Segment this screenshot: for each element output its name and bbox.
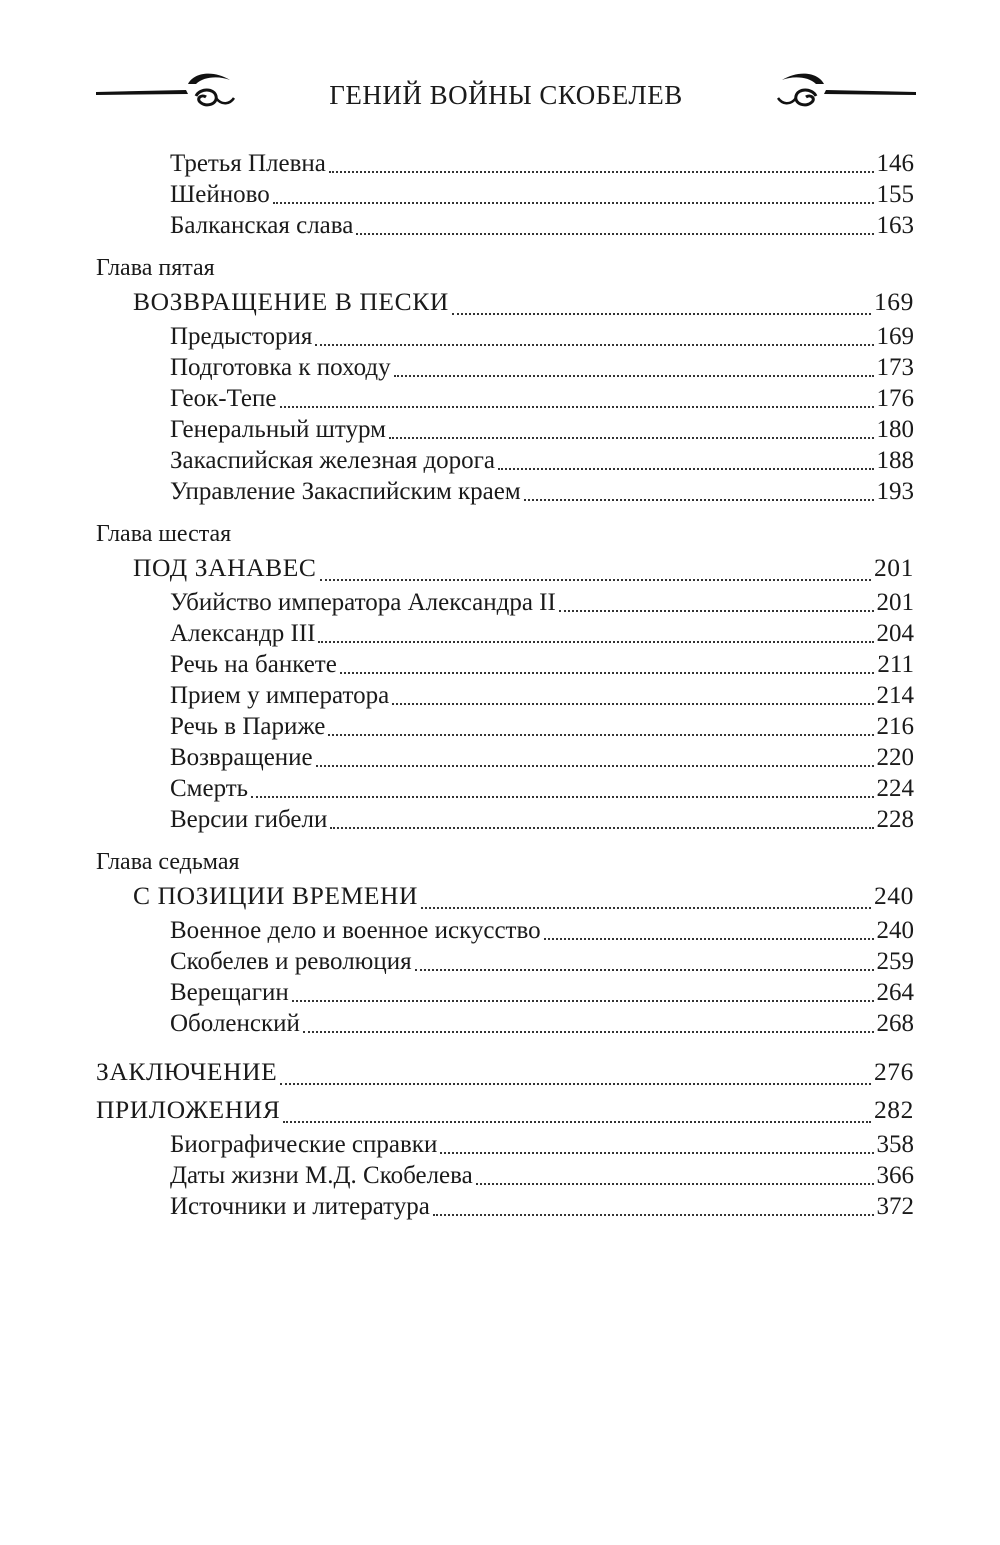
toc-entry-title: Геок-Тепе — [170, 385, 277, 412]
toc-entry[interactable] — [96, 649, 914, 680]
toc-entry-page: 268 — [876, 1010, 914, 1037]
toc-entry[interactable] — [96, 618, 914, 649]
toc-entry[interactable] — [96, 383, 914, 414]
toc-entry-title: Прием у императора — [170, 682, 390, 709]
toc-entry[interactable] — [96, 1191, 914, 1222]
toc-entry-title: Верещагин — [170, 979, 289, 1006]
page-header-title: ГЕНИЙ ВОЙНЫ СКОБЕЛЕВ — [329, 80, 683, 110]
dot-leader — [251, 796, 873, 798]
toc-entry-page: 163 — [876, 212, 914, 239]
toc-entry[interactable] — [96, 476, 914, 507]
toc-entry-title: Возвращение — [170, 744, 313, 771]
dot-leader — [330, 827, 873, 829]
toc-entry-page: 358 — [876, 1131, 914, 1158]
toc-entry-page: 169 — [873, 287, 914, 316]
toc-entry[interactable] — [96, 915, 914, 946]
dot-leader — [273, 202, 874, 204]
dot-leader — [440, 1152, 873, 1154]
toc-entry-title: Закаспийская железная дорога — [170, 447, 496, 474]
dot-leader — [415, 969, 874, 971]
dot-leader — [544, 938, 874, 940]
toc-entry-page: 220 — [876, 744, 914, 771]
toc-entry-page: 216 — [876, 713, 914, 740]
dot-leader — [498, 468, 873, 470]
section-title: ПРИЛОЖЕНИЯ — [96, 1095, 281, 1124]
dot-leader — [394, 375, 874, 377]
dot-leader — [433, 1214, 874, 1216]
toc-entry[interactable] — [96, 946, 914, 977]
toc-entry-page: 155 — [876, 181, 914, 208]
chapter-label: Глава шестая — [96, 521, 232, 547]
toc-entry-title: Александр III — [170, 620, 316, 647]
chapter-title: ВОЗВРАЩЕНИЕ В ПЕСКИ — [133, 287, 449, 316]
toc-entry[interactable] — [96, 977, 914, 1008]
toc-entry[interactable] — [96, 352, 914, 383]
toc-entry-title: Источники и литература — [170, 1193, 430, 1220]
dot-leader — [392, 703, 873, 705]
toc-entry-title: Даты жизни М.Д. Скобелева — [170, 1162, 473, 1189]
toc-entry-page: 193 — [876, 478, 914, 505]
toc-entry-title: Биографические справки — [170, 1131, 438, 1158]
toc-entry-title: Смерть — [170, 775, 249, 802]
dot-leader — [421, 907, 871, 909]
toc-entry-page: 372 — [876, 1193, 914, 1220]
toc-entry-page: 201 — [873, 553, 914, 582]
toc-entry[interactable] — [96, 321, 914, 352]
dot-leader — [318, 641, 873, 643]
toc-entry-title: Предыстория — [170, 323, 313, 350]
dot-leader — [356, 233, 873, 235]
dot-leader — [524, 499, 874, 501]
dot-leader — [329, 171, 874, 173]
dot-leader — [559, 610, 874, 612]
toc-entry[interactable] — [96, 1129, 914, 1160]
scroll-ornament-icon — [776, 66, 916, 116]
toc-entry-title: Убийство императора Александра II — [170, 589, 556, 616]
toc-entry-page: 240 — [876, 917, 914, 944]
dot-leader — [389, 437, 874, 439]
toc-entry[interactable] — [96, 742, 914, 773]
toc-chapter-entry[interactable] — [96, 877, 914, 915]
dot-leader — [280, 1083, 871, 1085]
toc-entry[interactable] — [96, 680, 914, 711]
toc-entry-title: Версии гибели — [170, 806, 328, 833]
toc-entry-page: 282 — [873, 1095, 914, 1124]
chapter-title: ПОД ЗАНАВЕС — [133, 553, 317, 582]
toc-entry-page: 188 — [876, 447, 914, 474]
toc-section-entry[interactable] — [96, 1091, 914, 1129]
section-title: ЗАКЛЮЧЕНИЕ — [96, 1057, 278, 1086]
toc-entry[interactable] — [96, 179, 914, 210]
dot-leader — [303, 1031, 874, 1033]
toc-entry-title: Третья Плевна — [170, 150, 326, 177]
toc-entry-page: 276 — [873, 1057, 914, 1086]
toc-entry-page: 211 — [877, 651, 914, 678]
toc-entry[interactable] — [96, 210, 914, 241]
toc-entry-title: Генеральный штурм — [170, 416, 386, 443]
chapter-title: С ПОЗИЦИИ ВРЕМЕНИ — [133, 881, 419, 910]
toc-entry-page: 259 — [876, 948, 914, 975]
dot-leader — [452, 313, 871, 315]
dot-leader — [292, 1000, 874, 1002]
dot-leader — [476, 1183, 874, 1185]
toc-entry-page: 169 — [876, 323, 914, 350]
toc-entry-title: Военное дело и военное искусство — [170, 917, 541, 944]
dot-leader — [316, 765, 874, 767]
toc-entry-title: Подготовка к походу — [170, 354, 391, 381]
toc-entry-title: Речь в Париже — [170, 713, 326, 740]
toc-entry-page: 214 — [876, 682, 914, 709]
toc-entry-page: 366 — [876, 1162, 914, 1189]
toc-entry[interactable] — [96, 1160, 914, 1191]
toc-entry[interactable] — [96, 773, 914, 804]
toc-chapter-entry[interactable] — [96, 549, 914, 587]
toc-entry[interactable] — [96, 148, 914, 179]
dot-leader — [283, 1121, 871, 1123]
toc-entry-page: 224 — [876, 775, 914, 802]
toc-entry[interactable] — [96, 804, 914, 835]
toc-entry[interactable] — [96, 445, 914, 476]
toc-entry-page: 180 — [876, 416, 914, 443]
toc-entry-page: 204 — [876, 620, 914, 647]
toc-entry-page: 228 — [876, 806, 914, 833]
toc-entry-title: Скобелев и революция — [170, 948, 412, 975]
toc-entry-title: Шейново — [170, 181, 270, 208]
toc-entry-page: 176 — [876, 385, 914, 412]
toc-entry-page: 240 — [873, 881, 914, 910]
toc-section-entry[interactable] — [96, 1053, 914, 1091]
toc-entry-title: Речь на банкете — [170, 651, 337, 678]
dot-leader — [340, 672, 875, 674]
toc-entry-page: 201 — [876, 589, 914, 616]
dot-leader — [280, 406, 874, 408]
toc-entry-title: Управление Закаспийским краем — [170, 478, 521, 505]
toc-entry[interactable] — [96, 587, 914, 618]
toc-entry-page: 173 — [876, 354, 914, 381]
toc-entry-title: Балканская слава — [170, 212, 354, 239]
toc-entry[interactable] — [96, 711, 914, 742]
chapter-label: Глава седьмая — [96, 849, 240, 875]
dot-leader — [320, 579, 871, 581]
dot-leader — [328, 734, 873, 736]
table-of-contents — [96, 148, 914, 1222]
toc-entry-title: Оболенский — [170, 1010, 300, 1037]
running-header — [96, 66, 916, 126]
toc-entry[interactable] — [96, 414, 914, 445]
toc-entry[interactable] — [96, 1008, 914, 1039]
dot-leader — [315, 344, 873, 346]
toc-entry-page: 264 — [876, 979, 914, 1006]
toc-entry-page: 146 — [876, 150, 914, 177]
toc-chapter-entry[interactable] — [96, 283, 914, 321]
chapter-label: Глава пятая — [96, 255, 215, 281]
